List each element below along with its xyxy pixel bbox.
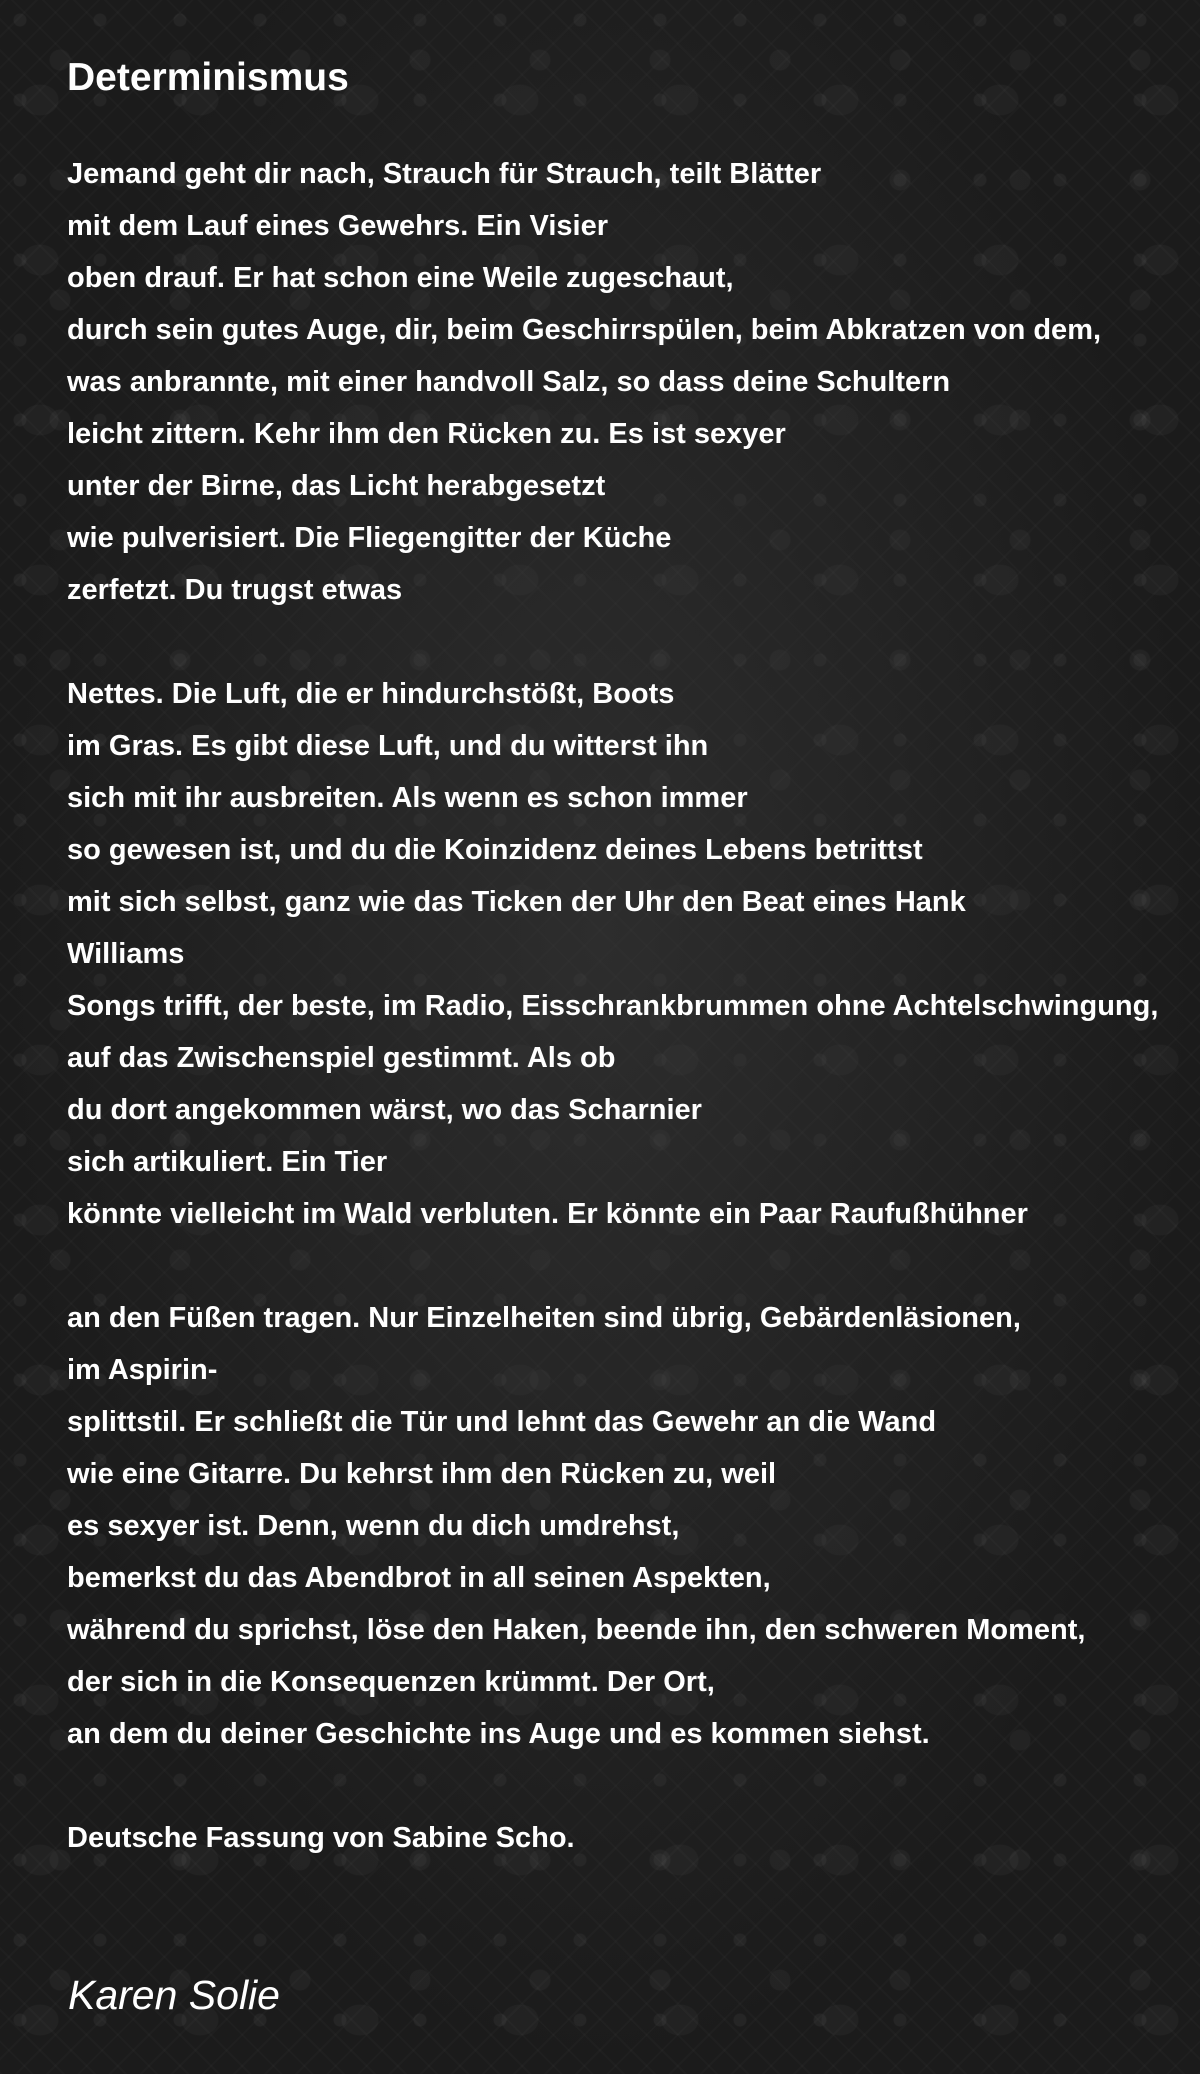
poem-line: Deutsche Fassung von Sabine Scho. [67, 1822, 575, 1854]
poem-line: im Aspirin- [67, 1354, 218, 1386]
poem-line: Jemand geht dir nach, Strauch für Strauch, teilt Blätter [67, 158, 822, 190]
stanza-break [67, 616, 1200, 668]
poem-line: wie pulverisiert. Die Fliegengitter der Küche [67, 522, 672, 554]
poem-author: Karen Solie [68, 1972, 280, 2018]
poem-line: mit dem Lauf eines Gewehrs. Ein Visier [67, 210, 608, 242]
poem-line: unter der Birne, das Licht herabgesetzt [67, 470, 606, 502]
poem-line: an dem du deiner Geschichte ins Auge und es kommen siehst. [67, 1718, 930, 1750]
poem-line: während du sprichst, löse den Haken, beende ihn, den schweren Moment, [67, 1614, 1086, 1646]
poem-line: durch sein gutes Auge, dir, beim Geschirrspülen, beim Abkratzen von dem, [67, 314, 1102, 346]
poem-line: Williams [67, 938, 185, 970]
poem-line: so gewesen ist, und du die Koinzidenz deines Lebens betrittst [67, 834, 923, 866]
poem-line: was anbrannte, mit einer handvoll Salz, so dass deine Schultern [67, 366, 951, 398]
poem-line: Songs trifft, der beste, im Radio, Eisschrankbrummen ohne Achtelschwingung, [67, 990, 1159, 1022]
poem-line: könnte vielleicht im Wald verbluten. Er könnte ein Paar Raufußhühner [67, 1198, 1028, 1230]
poem-line: im Gras. Es gibt diese Luft, und du witterst ihn [67, 730, 709, 762]
poem-line: zerfetzt. Du trugst etwas [67, 574, 403, 606]
poem-line: du dort angekommen wärst, wo das Scharnier [67, 1094, 702, 1126]
poem-line: Nettes. Die Luft, die er hindurchstößt, Boots [67, 678, 675, 710]
stanza-break [67, 1240, 1200, 1292]
poem-line: wie eine Gitarre. Du kehrst ihm den Rücken zu, weil [67, 1458, 777, 1490]
poem-line: an den Füßen tragen. Nur Einzelheiten sind übrig, Gebärdenläsionen, [67, 1302, 1021, 1334]
poem-title: Determinismus [67, 56, 349, 99]
poem-line: bemerkst du das Abendbrot in all seinen Aspekten, [67, 1562, 771, 1594]
poem-line: sich mit ihr ausbreiten. Als wenn es schon immer [67, 782, 748, 814]
poem-line: splittstil. Er schließt die Tür und lehnt das Gewehr an die Wand [67, 1406, 937, 1438]
poem-line: leicht zittern. Kehr ihm den Rücken zu. Es ist sexyer [67, 418, 786, 450]
poem-body [67, 148, 1200, 1864]
poem-line: es sexyer ist. Denn, wenn du dich umdrehst, [67, 1510, 680, 1542]
poem-line: oben drauf. Er hat schon eine Weile zugeschaut, [67, 262, 734, 294]
poem-line: auf das Zwischenspiel gestimmt. Als ob [67, 1042, 616, 1074]
poem-line: der sich in die Konsequenzen krümmt. Der Ort, [67, 1666, 715, 1698]
stanza-break [67, 1760, 1200, 1812]
poem-line: sich artikuliert. Ein Tier [67, 1146, 388, 1178]
poem-line: mit sich selbst, ganz wie das Ticken der Uhr den Beat eines Hank [67, 886, 966, 918]
